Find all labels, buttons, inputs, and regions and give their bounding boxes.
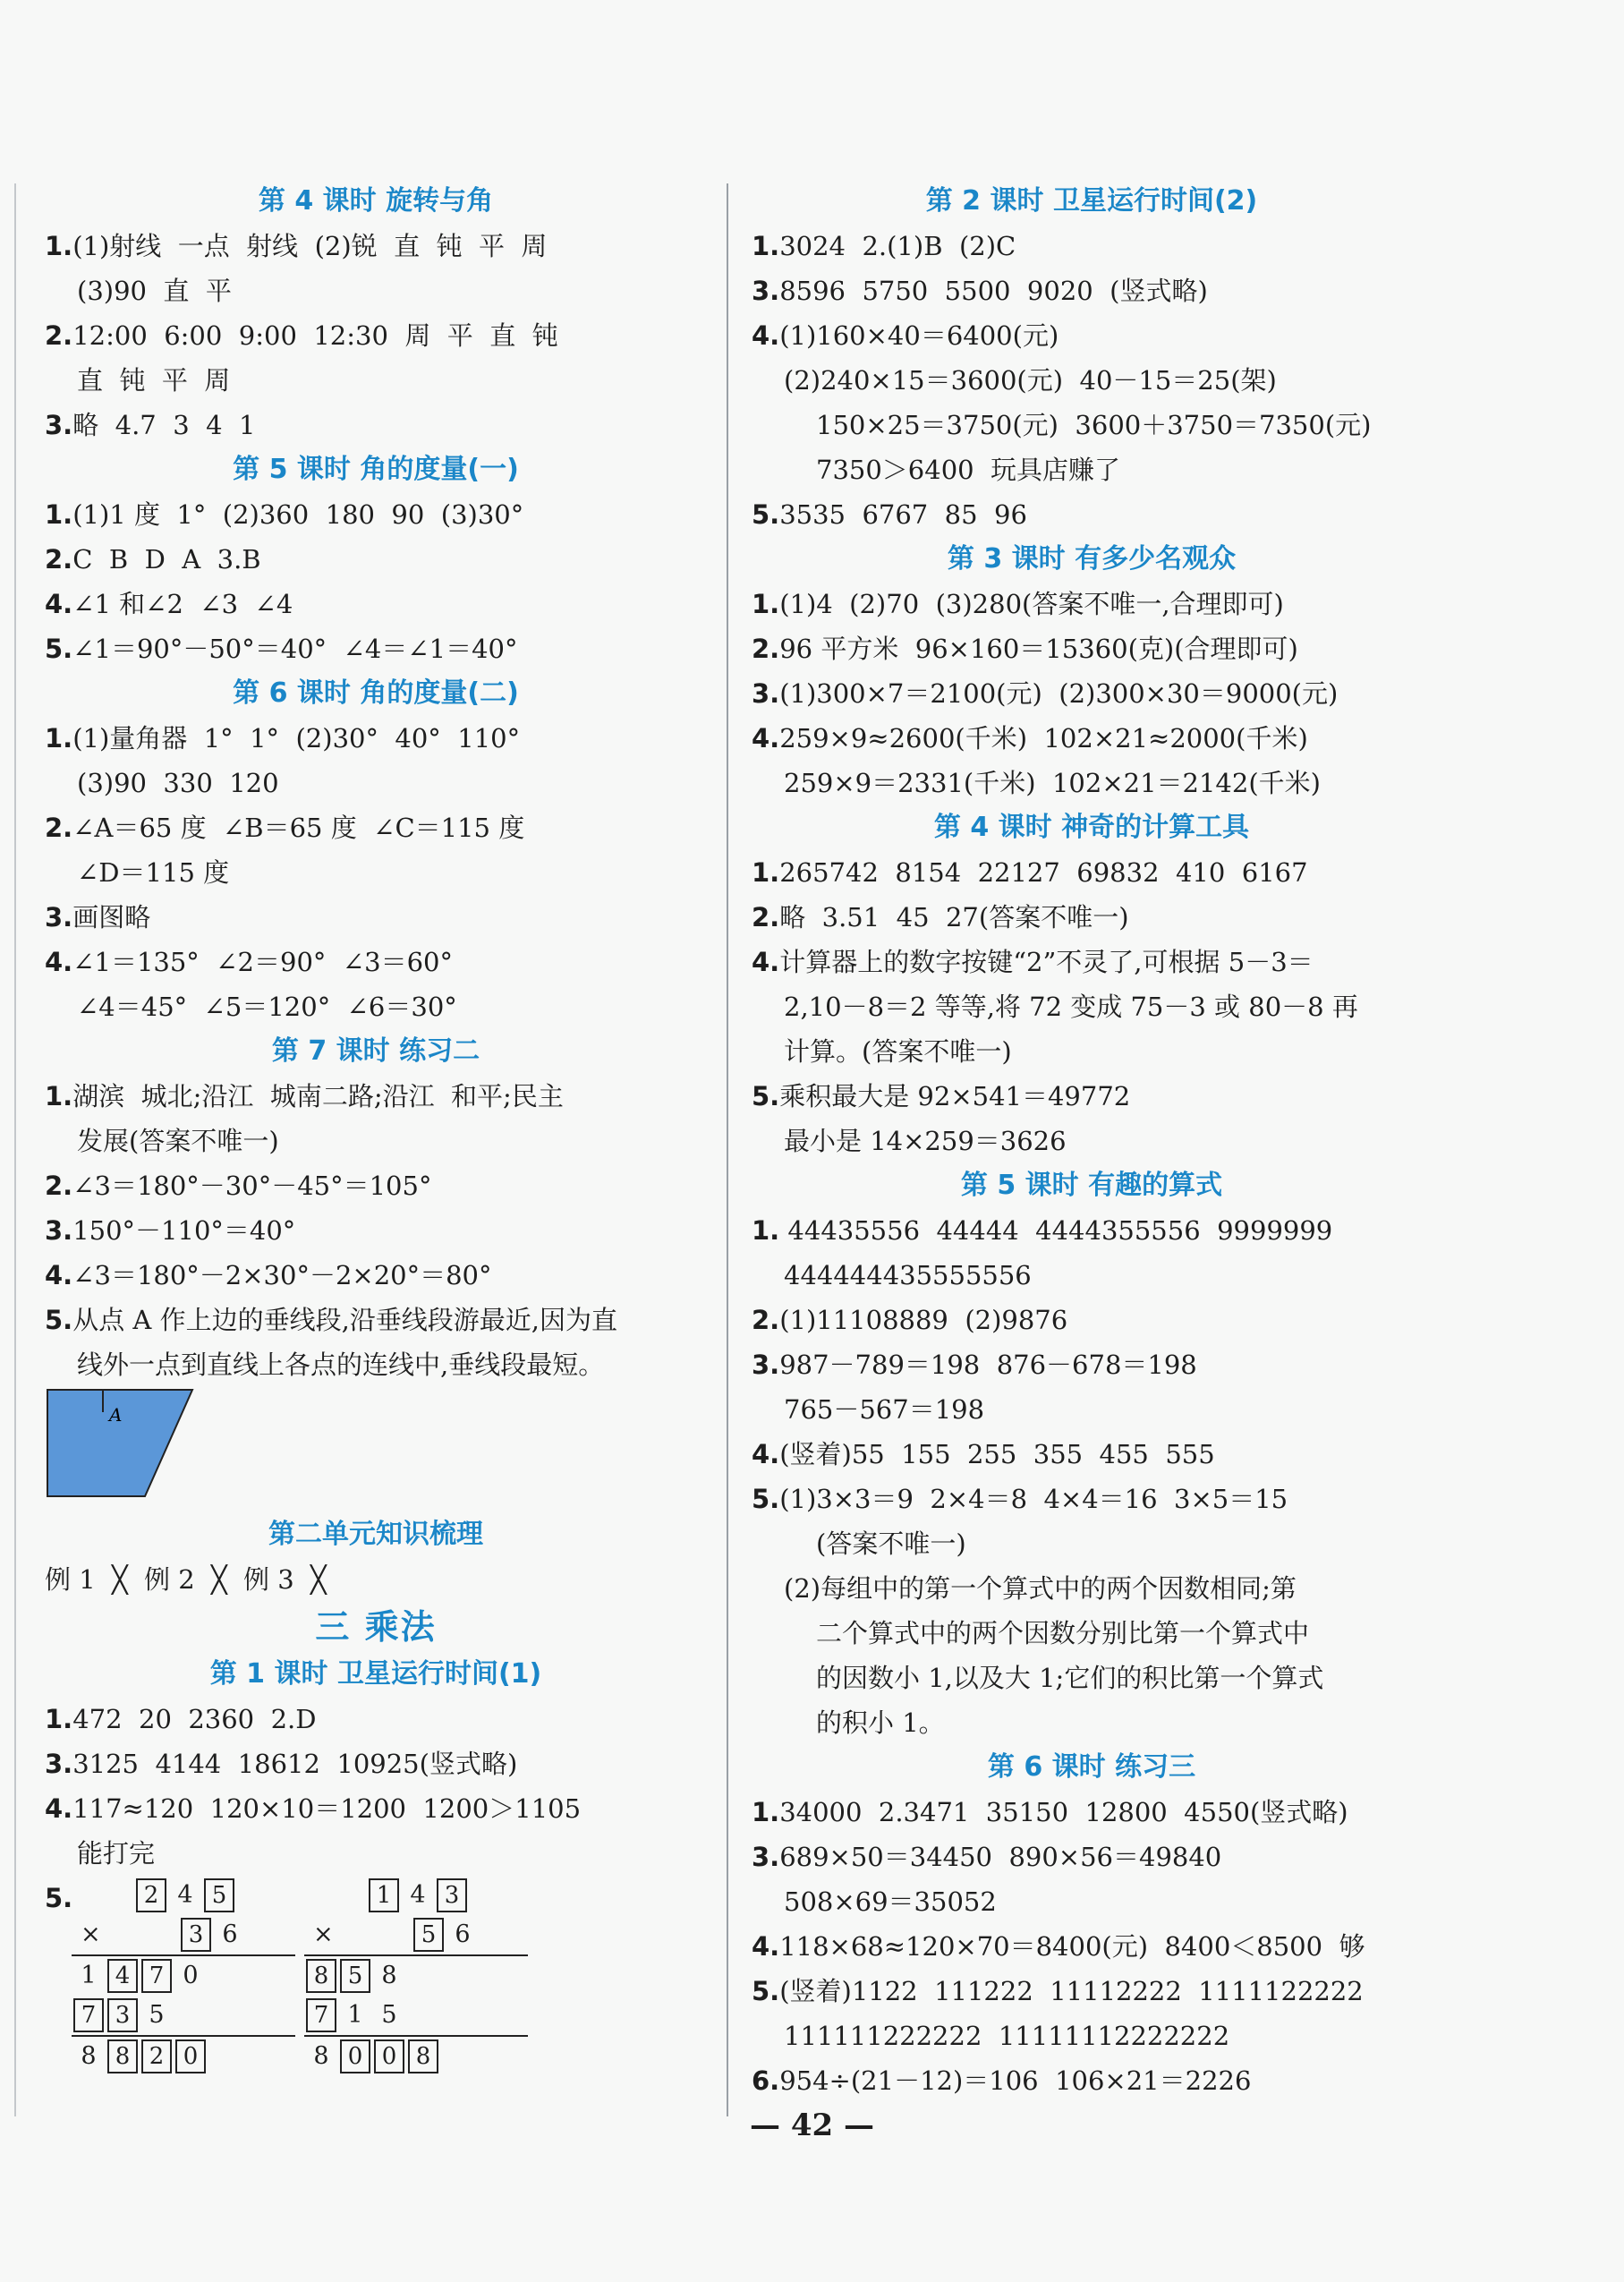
answer-text: 发展(答案不唯一) (77, 1126, 279, 1156)
answer-text: (1)量角器 1° 1° (2)30° 40° 110° (72, 723, 521, 754)
unit-title: 三 乘法 (315, 1607, 437, 1647)
digit: 4 (177, 1881, 193, 1909)
answer-line (752, 1029, 1432, 1074)
answer-line (45, 1119, 707, 1163)
answer-line (45, 850, 707, 895)
question-number: 1. (45, 723, 73, 754)
answer-text: (2)240×15＝3600(元) 40－15＝25(架) (784, 365, 1277, 396)
answer-text: ∠1 和∠2 ∠3 ∠4 (72, 589, 293, 619)
answer-text: ∠4＝45° ∠5＝120° ∠6＝30° (77, 992, 457, 1022)
answer-text: 计算。(答案不唯一) (784, 1036, 1012, 1067)
answer-text: ∠1＝135° ∠2＝90° ∠3＝60° (72, 947, 453, 977)
section-heading: 第 5 课时 角的度量(一) (233, 454, 519, 485)
calc-row (72, 1915, 295, 1956)
calc-row (72, 2037, 295, 2076)
digit: 1 (347, 2001, 363, 2029)
answer-line (752, 492, 1432, 537)
answer-line (45, 1074, 707, 1119)
digit: 5 (149, 2001, 165, 2029)
question-number: 3. (752, 1842, 780, 1872)
question-number: 3. (45, 1749, 73, 1779)
answer-line (752, 268, 1432, 313)
boxed-digit: 7 (73, 1998, 104, 2032)
boxed-digit: 1 (369, 1878, 399, 1912)
question-number: 3. (752, 678, 780, 709)
boxed-digit: 8 (408, 2039, 438, 2073)
question-number: 5. (45, 1883, 73, 1913)
answer-line (45, 1208, 707, 1253)
answer-text: 能打完 (77, 1838, 156, 1869)
answer-text: (答案不唯一) (816, 1528, 966, 1559)
question-number: 3. (752, 276, 780, 306)
question-number: 4. (752, 320, 780, 351)
answer-line (45, 1786, 707, 1831)
digit: 8 (81, 2042, 97, 2070)
vertical-multiplication (45, 1876, 707, 2073)
answer-text: 765－567＝198 (784, 1394, 985, 1425)
answer-text: (1)3×3＝9 2×4＝8 4×4＝16 3×5＝15 (779, 1484, 1288, 1514)
calc-row (304, 1876, 528, 1915)
answer-text: 34000 2.3471 35150 12800 4550(竖式略) (779, 1797, 1348, 1827)
calc-b (304, 1876, 528, 2076)
boxed-digit: 8 (107, 2039, 138, 2073)
answer-text: 例 1 ╳ 例 2 ╳ 例 3 ╳ (45, 1564, 327, 1595)
calc-row (72, 1996, 295, 2037)
boxed-digit: 5 (204, 1878, 234, 1912)
digit: 0 (183, 1962, 199, 1989)
boxed-digit: 0 (340, 2039, 370, 2073)
answer-text: (1)160×40＝6400(元) (779, 320, 1059, 351)
question-number: 3. (45, 410, 73, 440)
answer-line (752, 1074, 1432, 1119)
answer-text: 44435556 44444 4444355556 9999999 (779, 1215, 1333, 1246)
answer-line (752, 582, 1432, 626)
answer-text: 12:00 6:00 9:00 12:30 周 平 直 钝 (72, 320, 558, 351)
answer-text: 的因数小 1,以及大 1;它们的积比第一个算式 (816, 1663, 1324, 1693)
answer-line (752, 1790, 1432, 1835)
answer-text: 117≈120 120×10＝1200 1200＞1105 (72, 1793, 582, 1824)
calc-row (72, 1956, 295, 1996)
answer-line (752, 2058, 1432, 2103)
question-number: 5. (752, 1081, 780, 1111)
question-number: 1. (752, 589, 780, 619)
trapezoid-figure (45, 1387, 707, 1512)
left-column (45, 179, 707, 2073)
answer-line (752, 716, 1432, 761)
answer-line (752, 1342, 1432, 1387)
digit: 6 (222, 1920, 238, 1948)
answer-line (45, 1557, 707, 1602)
answer-text: 3535 6767 85 96 (779, 499, 1027, 530)
answer-text: 3024 2.(1)B (2)C (779, 231, 1016, 261)
answer-text: 259×9＝2331(千米) 102×21＝2142(千米) (784, 768, 1321, 798)
answer-text: (1)4 (2)70 (3)280(答案不唯一,合理即可) (779, 589, 1284, 619)
answer-text: 二个算式中的两个因数分别比第一个算式中 (816, 1618, 1310, 1648)
answer-text: (2)每组中的第一个算式中的两个因数相同;第 (784, 1573, 1297, 1604)
boxed-digit: 0 (374, 2039, 404, 2073)
answer-line (752, 671, 1432, 716)
section-heading: 第 7 课时 练习二 (271, 1035, 480, 1067)
answer-text: (3)90 直 平 (77, 276, 232, 306)
answer-text: 96 平方米 96×160＝15360(克)(合理即可) (779, 634, 1298, 664)
answer-line (45, 224, 707, 268)
digit: 8 (313, 2042, 329, 2070)
answer-line (752, 1253, 1432, 1298)
digit: 8 (381, 1962, 397, 1989)
answer-text: 计算器上的数字按键“2”不灵了,可根据 5－3＝ (779, 947, 1314, 977)
answer-line (45, 1831, 707, 1876)
question-number: 1. (45, 499, 73, 530)
answer-line (752, 313, 1432, 358)
answer-line (45, 582, 707, 626)
calc-a (72, 1876, 295, 2076)
answer-text: 画图略 (72, 902, 151, 932)
right-column (752, 179, 1432, 2103)
answer-line (45, 313, 707, 358)
answer-line (45, 1253, 707, 1298)
answer-text: 265742 8154 22127 69832 410 6167 (779, 857, 1308, 888)
calc-row (304, 1956, 528, 1996)
answer-text: 444444435555556 (784, 1260, 1032, 1290)
trapezoid-diagram (45, 1387, 224, 1503)
answer-text: 954÷(21－12)＝106 106×21＝2226 (779, 2065, 1252, 2096)
answer-text: (1)11108889 (2)9876 (779, 1305, 1068, 1335)
question-number: 4. (45, 1793, 73, 1824)
answer-line (752, 626, 1432, 671)
answer-line (752, 358, 1432, 403)
answer-line (45, 1342, 707, 1387)
answer-line (752, 1208, 1432, 1253)
answer-text: 8596 5750 5500 9020 (竖式略) (779, 276, 1208, 306)
boxed-digit: 5 (340, 1959, 370, 1993)
answer-line (752, 403, 1432, 447)
answer-line (45, 895, 707, 940)
calc-row (304, 1915, 528, 1956)
answer-line (45, 1298, 707, 1342)
point-label: A (109, 1404, 123, 1426)
column-divider (727, 183, 728, 2116)
question-number: 4. (752, 947, 780, 977)
digit: 4 (410, 1881, 426, 1909)
answer-text: 略 4.7 3 4 1 (72, 410, 256, 440)
answer-text: 259×9≈2600(千米) 102×21≈2000(千米) (779, 723, 1308, 754)
answer-text: 湖滨 城北;沿江 城南二路;沿江 和平;民主 (72, 1081, 564, 1111)
answer-text: (1)1 度 1° (2)360 180 90 (3)30° (72, 499, 524, 530)
answer-text: (竖着)55 155 255 355 455 555 (779, 1439, 1215, 1469)
answer-text: 508×69＝35052 (784, 1886, 997, 1917)
answer-line (752, 1566, 1432, 1611)
answer-text: (1)射线 一点 射线 (2)锐 直 钝 平 周 (72, 231, 548, 261)
question-number: 1. (752, 1215, 780, 1246)
calc-row (304, 1996, 528, 2037)
answer-text: ∠A＝65 度 ∠B＝65 度 ∠C＝115 度 (72, 813, 525, 843)
answer-line (752, 1298, 1432, 1342)
answer-line (752, 447, 1432, 492)
answer-line (45, 984, 707, 1029)
section-heading: 第 5 课时 有趣的算式 (960, 1170, 1223, 1201)
answer-line (752, 940, 1432, 984)
question-number: 2. (752, 634, 780, 664)
question-number: 5. (752, 499, 780, 530)
question-number: 4. (45, 1260, 73, 1290)
answer-line (752, 761, 1432, 805)
answer-line (45, 716, 707, 761)
answer-text: 略 3.51 45 27(答案不唯一) (779, 902, 1129, 932)
boxed-digit: 8 (306, 1959, 336, 1993)
question-number: 5. (45, 1305, 73, 1335)
question-number: 2. (752, 1305, 780, 1335)
answer-text: 150×25＝3750(元) 3600＋3750＝7350(元) (816, 410, 1372, 440)
answer-text: 689×50＝34450 890×56＝49840 (779, 1842, 1222, 1872)
section-heading: 第 6 课时 练习三 (987, 1751, 1196, 1783)
question-number: 1. (45, 231, 73, 261)
times-sign: × (313, 1920, 334, 1948)
boxed-digit: 4 (107, 1959, 138, 1993)
answer-text: ∠3＝180°－30°－45°＝105° (72, 1171, 432, 1201)
answer-text: 2,10－8＝2 等等,将 72 变成 75－3 或 80－8 再 (784, 992, 1358, 1022)
boxed-digit: 7 (306, 1998, 336, 2032)
question-number: 2. (45, 1171, 73, 1201)
question-number: 4. (752, 723, 780, 754)
question-number: 1. (752, 857, 780, 888)
answer-text: 直 钝 平 周 (77, 365, 231, 396)
section-heading: 第 2 课时 卫星运行时间(2) (925, 185, 1258, 217)
answer-text: 乘积最大是 92×541＝49772 (779, 1081, 1131, 1111)
page-number-value: 42 (790, 2107, 834, 2143)
answer-text: 从点 A 作上边的垂线段,沿垂线段游最近,因为直 (72, 1305, 618, 1335)
section-heading: 第 1 课时 卫星运行时间(1) (209, 1658, 542, 1690)
digit: 5 (381, 2001, 397, 2029)
left-margin-rule (14, 183, 16, 2116)
digit: 6 (455, 1920, 471, 1948)
calc-row (72, 1876, 295, 1915)
question-number: 1. (752, 1797, 780, 1827)
question-number: 5. (45, 634, 73, 664)
answer-line (45, 537, 707, 582)
question-number: 1. (752, 231, 780, 261)
answer-line (45, 268, 707, 313)
answer-line (752, 1656, 1432, 1700)
boxed-digit: 7 (141, 1959, 172, 1993)
section-heading: 第 4 课时 神奇的计算工具 (933, 812, 1250, 843)
answer-line (45, 1697, 707, 1741)
answer-line (45, 1741, 707, 1786)
question-number: 1. (45, 1081, 73, 1111)
answer-text: 987－789＝198 876－678＝198 (779, 1350, 1197, 1380)
answer-text: 的积小 1。 (816, 1707, 945, 1738)
answer-text: ∠D＝115 度 (77, 857, 230, 888)
answer-text: ∠1＝90°－50°＝40° ∠4＝∠1＝40° (72, 634, 518, 664)
answer-line (45, 805, 707, 850)
boxed-digit: 5 (413, 1918, 444, 1952)
page-number: — 42 — (749, 2107, 874, 2143)
question-number: 2. (45, 544, 73, 575)
answer-text: 472 20 2360 2.D (72, 1704, 317, 1734)
answer-line (752, 1879, 1432, 1924)
question-number: 2. (45, 320, 73, 351)
answer-text: 150°－110°＝40° (72, 1215, 296, 1246)
answer-line (752, 850, 1432, 895)
answer-text: (竖着)1122 111222 11112222 1111122222 (779, 1976, 1364, 2006)
answer-text: 111111222222 11111112222222 (784, 2021, 1230, 2051)
question-number: 4. (45, 589, 73, 619)
question-number: 5. (752, 1976, 780, 2006)
answer-line (45, 358, 707, 403)
answer-line (752, 984, 1432, 1029)
answer-line (45, 940, 707, 984)
section-heading: 第二单元知识梳理 (268, 1519, 483, 1550)
answer-text: 线外一点到直线上各点的连线中,垂线段最短。 (77, 1350, 605, 1380)
answer-line (752, 2014, 1432, 2058)
answer-line (752, 1432, 1432, 1477)
boxed-digit: 0 (175, 2039, 206, 2073)
answer-text: C B D A 3.B (72, 544, 261, 575)
boxed-digit: 3 (107, 1998, 138, 2032)
answer-line (45, 761, 707, 805)
answer-line (752, 895, 1432, 940)
question-number: 3. (45, 902, 73, 932)
answer-line (752, 1477, 1432, 1521)
answer-line (45, 1163, 707, 1208)
boxed-digit: 2 (136, 1878, 166, 1912)
section-heading: 第 4 课时 旋转与角 (258, 185, 494, 217)
question-number: 4. (752, 1439, 780, 1469)
question-number: 3. (45, 1215, 73, 1246)
question-number: 2. (45, 813, 73, 843)
times-sign: × (81, 1920, 101, 1948)
boxed-digit: 3 (181, 1918, 211, 1952)
answer-line (45, 492, 707, 537)
answer-line (752, 224, 1432, 268)
question-number: 2. (752, 902, 780, 932)
section-heading: 第 6 课时 角的度量(二) (233, 677, 519, 709)
question-number: 4. (45, 947, 73, 977)
answer-text: 7350＞6400 玩具店赚了 (816, 455, 1121, 485)
answer-line (752, 1387, 1432, 1432)
digit: 1 (81, 1962, 97, 1989)
answer-line (752, 1119, 1432, 1163)
boxed-digit: 3 (437, 1878, 467, 1912)
calc-row (304, 2037, 528, 2076)
answer-line (752, 1969, 1432, 2014)
question-number: 5. (752, 1484, 780, 1514)
boxed-digit: 2 (141, 2039, 172, 2073)
answer-line (752, 1835, 1432, 1879)
answer-line (752, 1611, 1432, 1656)
answer-line (45, 626, 707, 671)
answer-text: (3)90 330 120 (77, 768, 279, 798)
answer-line (752, 1924, 1432, 1969)
section-heading: 第 3 课时 有多少名观众 (947, 543, 1237, 575)
question-number: 1. (45, 1704, 73, 1734)
answer-text: 最小是 14×259＝3626 (784, 1126, 1067, 1156)
answer-text: 118×68≈120×70＝8400(元) 8400＜8500 够 (779, 1931, 1365, 1962)
answer-text: 3125 4144 18612 10925(竖式略) (72, 1749, 518, 1779)
answer-line (752, 1700, 1432, 1745)
answer-line (45, 403, 707, 447)
answer-text: (1)300×7＝2100(元) (2)300×30＝9000(元) (779, 678, 1339, 709)
answer-text: ∠3＝180°－2×30°－2×20°＝80° (72, 1260, 492, 1290)
answer-line (752, 1521, 1432, 1566)
question-number: 6. (752, 2065, 780, 2096)
question-number: 3. (752, 1350, 780, 1380)
question-number: 4. (752, 1931, 780, 1962)
